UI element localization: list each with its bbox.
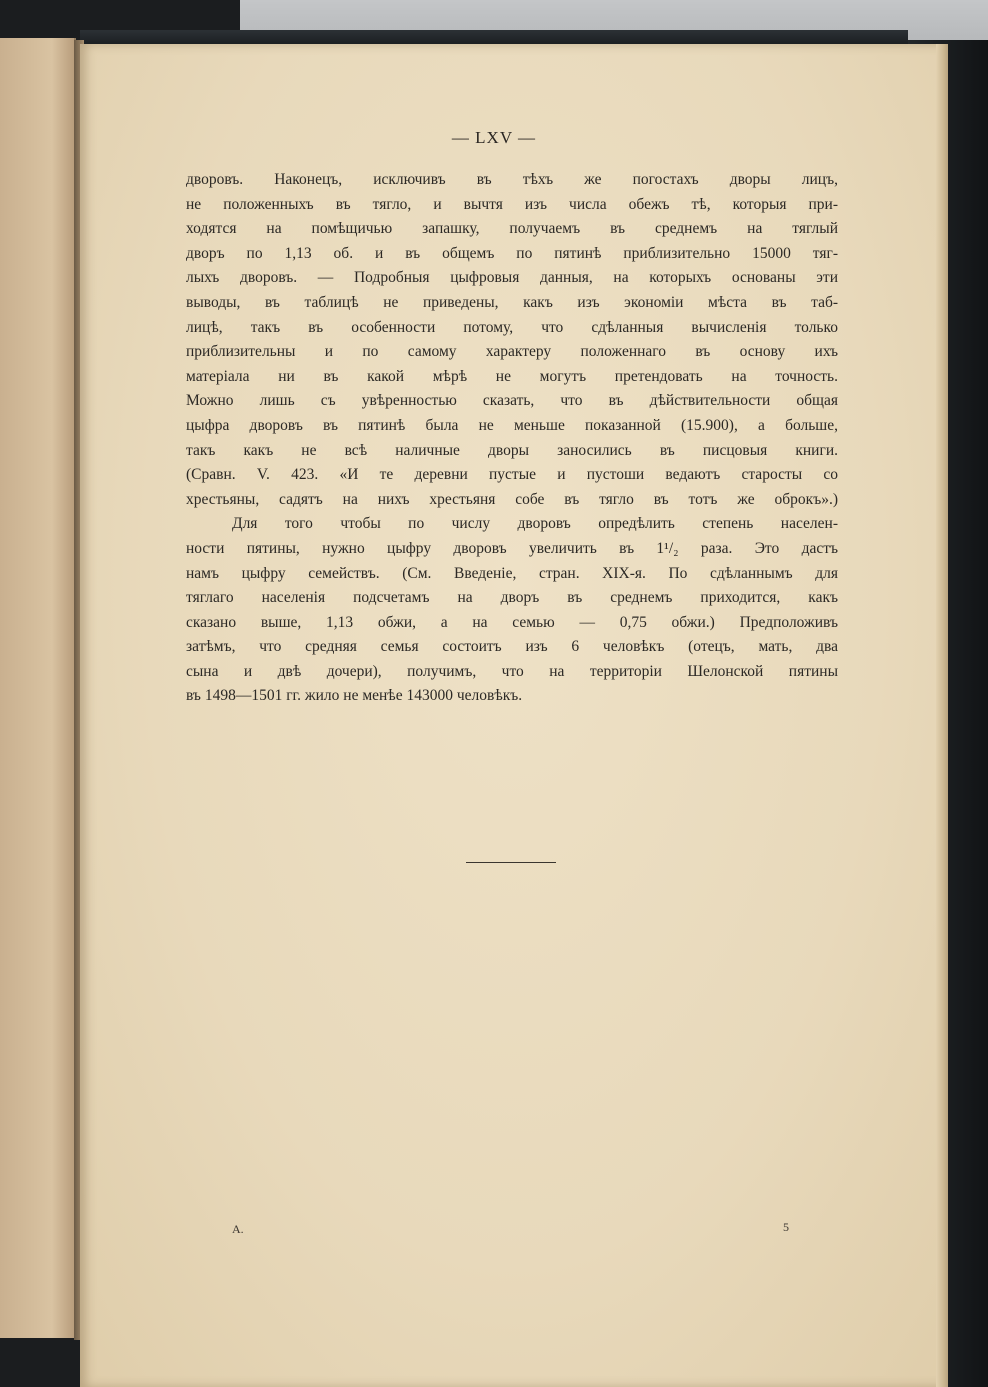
text-line: приблизительны и по самому характеру положеннаго въ основу ихъ: [186, 343, 838, 361]
text-line: затѣмъ, что средняя семья состоитъ изъ 6 человѣкъ (отецъ, мать, два: [186, 638, 838, 656]
text-line: выводы, въ таблицѣ не приведены, какъ изъ экономіи мѣста въ таб-: [186, 293, 838, 311]
body-text: [186, 168, 838, 709]
running-header-page-number: — LXV —: [451, 128, 537, 147]
section-end-rule: [466, 862, 556, 863]
text-line: лыхъ дворовъ. — Подробныя цыфровыя данныя, на которыхъ основаны эти: [186, 269, 838, 287]
text-line: ходятся на помѣщичью запашку, получаемъ въ среднемъ на тяглый: [186, 220, 838, 238]
text-line: (Сравн. V. 423. «И те деревни пустые и пустоши ведаютъ старосты со: [186, 466, 838, 484]
text-line: матеріала ни въ какой мѣрѣ не могутъ претендовать на точность.: [186, 367, 838, 385]
page-edge-right: [936, 44, 948, 1387]
text-line: сказано выше, 1,13 обжи, а на семью — 0,75 обжи.) Предположивъ: [186, 613, 838, 631]
text-line: лицѣ, такъ въ особенности потому, что сдѣланныя вычисленія только: [186, 318, 838, 336]
text-line: такъ какъ не всѣ наличные дворы заносились въ писцовыя книги.: [186, 441, 838, 459]
text-line: дворовъ. Наконецъ, исключивъ въ тѣхъ же погостахъ дворы лицъ,: [186, 171, 838, 188]
text-line: хрестьяны, садятъ на нихъ хрестьяня собе въ тягло въ тотъ же оброкъ».): [186, 490, 838, 508]
text-line: въ 1498—1501 гг. жило не менѣе 143000 человѣкъ.: [186, 687, 523, 705]
text-line: сына и двѣ дочери), получимъ, что на территоріи Шелонской пятины: [186, 662, 838, 680]
text-line: цыфра дворовъ въ пятинѣ была не меньше показанной (15.900), а больше,: [186, 416, 838, 434]
text-line: дворъ по 1,13 об. и въ общемъ по пятинѣ приблизительно 15000 тяг-: [186, 244, 838, 262]
text-line: Для того чтобы по числу дворовъ опредѣлить степень населен-: [232, 515, 838, 533]
signature-mark-number: 5: [783, 1220, 789, 1234]
text-line: тяглаго населенія подсчетамъ на дворъ въ среднемъ приходится, какъ: [186, 589, 838, 607]
facing-page-left: [0, 38, 76, 1338]
text-line: Можно лишь съ увѣренностью сказать, что въ дѣйствительности общая: [186, 392, 838, 410]
signature-mark-letter: А.: [232, 1222, 244, 1236]
text-line: намъ цыфру семействъ. (См. Введеніе, стран. XIX-я. По сдѣланнымъ для: [186, 564, 838, 582]
text-line: не положенныхъ въ тягло, и вычтя изъ числа обежъ тѣ, которыя при-: [186, 195, 838, 213]
text-line: ности пятины, нужно цыфру дворовъ увеличить въ 1¹/₂ раза. Это дастъ: [186, 539, 838, 557]
